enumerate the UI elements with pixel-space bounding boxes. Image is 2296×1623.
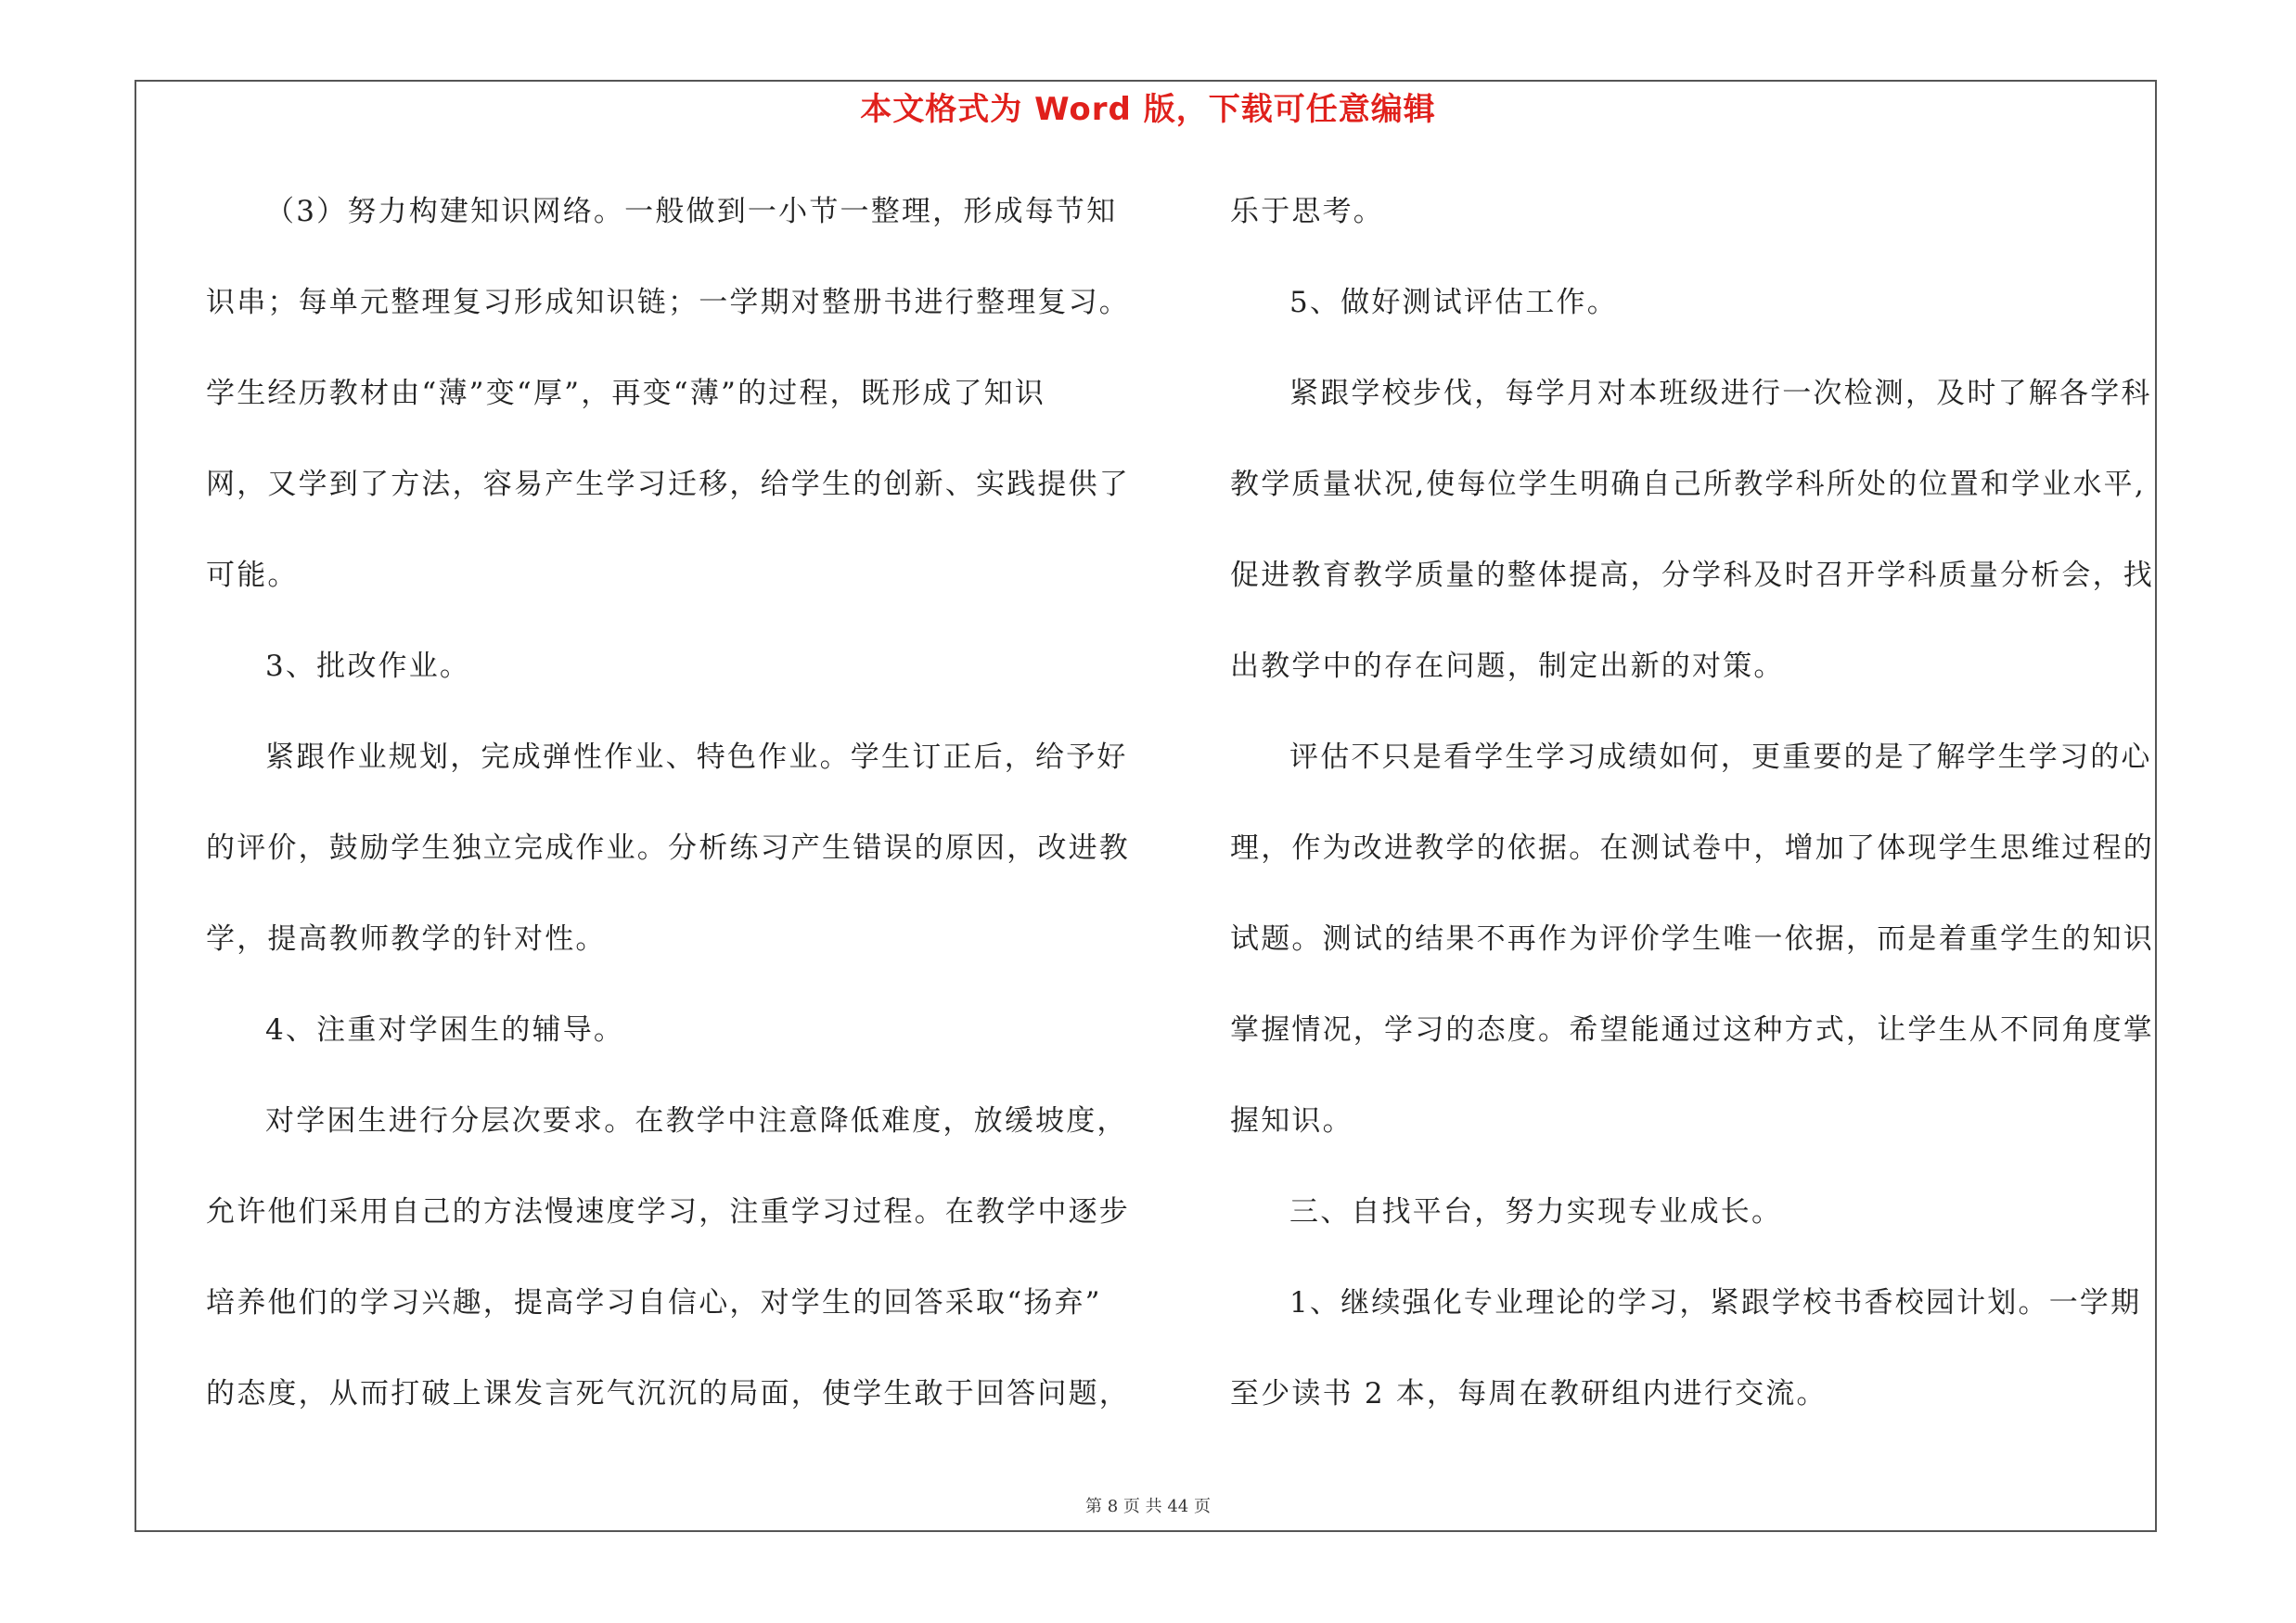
text-line: 乐于思考。 [1230, 195, 1384, 228]
text-line: 的评价，鼓励学生独立完成作业。分析练习产生错误的原因，改进教 [206, 831, 1130, 865]
right-column [1230, 182, 2162, 1455]
text-line: 理，作为改进教学的依据。在测试卷中，增加了体现学生思维过程的 [1230, 831, 2154, 865]
text-line: 识串；每单元整理复习形成知识链；一学期对整册书进行整理复习。 [206, 286, 1130, 319]
text-line: 至少读书 2 本，每周在教研组内进行交流。 [1230, 1377, 1828, 1410]
text-line: （3）努力构建知识网络。一般做到一小节一整理，形成每节知 [265, 195, 1118, 228]
left-column [206, 182, 1143, 1455]
format-banner: 本文格式为 Word 版，下载可任意编辑 [860, 91, 1436, 128]
text-line: 教学质量状况,使每位学生明确自己所教学科所处的位置和学业水平, [1230, 468, 2146, 501]
text-line: 掌握情况，学习的态度。希望能通过这种方式，让学生从不同角度掌 [1230, 1013, 2154, 1047]
text-line: 紧跟学校步伐，每学月对本班级进行一次检测，及时了解各学科 [1289, 377, 2152, 410]
text-line: 网，又学到了方法，容易产生学习迁移，给学生的创新、实践提供了 [206, 468, 1130, 501]
section-heading: 三、自找平台，努力实现专业成长。 [1289, 1195, 1783, 1229]
text-line: 促进教育教学质量的整体提高，分学科及时召开学科质量分析会，找 [1230, 559, 2154, 592]
text-line: 培养他们的学习兴趣，提高学习自信心，对学生的回答采取“扬弃” [206, 1286, 1102, 1320]
section-heading: 3、批改作业。 [265, 650, 471, 683]
text-line: 紧跟作业规划，完成弹性作业、特色作业。学生订正后，给予好 [265, 741, 1128, 774]
text-line: 出教学中的存在问题，制定出新的对策。 [1230, 650, 1785, 683]
text-line: 试题。测试的结果不再作为评价学生唯一依据，而是着重学生的知识 [1230, 922, 2154, 956]
text-line: 的态度，从而打破上课发言死气沉沉的局面，使学生敢于回答问题， [206, 1377, 1130, 1410]
page-number: 第 8 页 共 44 页 [1085, 1497, 1211, 1516]
text-line: 1、继续强化专业理论的学习，紧跟学校书香校园计划。一学期 [1289, 1286, 2142, 1320]
text-line: 对学困生进行分层次要求。在教学中注意降低难度，放缓坡度， [265, 1104, 1128, 1138]
text-line: 学生经历教材由“薄”变“厚”，再变“薄”的过程，既形成了知识 [206, 377, 1046, 410]
text-line: 允许他们采用自己的方法慢速度学习，注重学习过程。在教学中逐步 [206, 1195, 1130, 1229]
section-heading: 4、注重对学困生的辅导。 [265, 1013, 625, 1047]
text-line: 握知识。 [1230, 1104, 1353, 1138]
text-line: 可能。 [206, 559, 299, 592]
section-heading: 5、做好测试评估工作。 [1289, 286, 1618, 319]
text-line: 学，提高教师教学的针对性。 [206, 922, 607, 956]
text-line: 评估不只是看学生学习成绩如何，更重要的是了解学生学习的心 [1289, 741, 2152, 774]
